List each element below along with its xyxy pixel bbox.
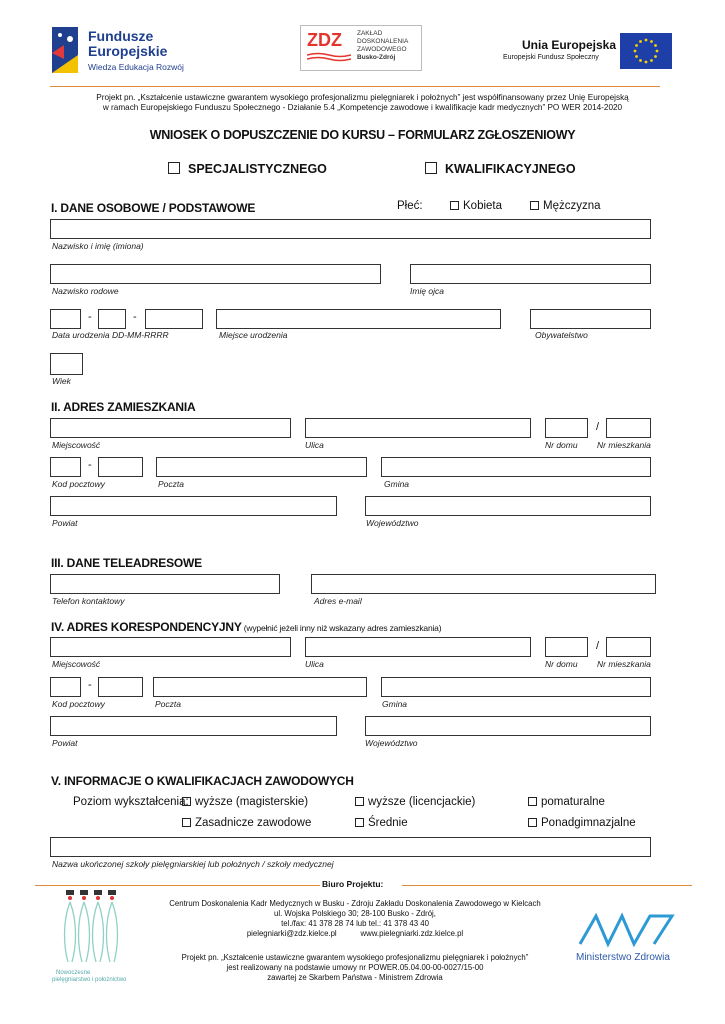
section5-heading: V. INFORMACJE O KWALIFIKACJACH ZAWODOWYCH [51, 774, 354, 788]
eu-title: Unia Europejska [522, 38, 617, 52]
date-separator: - [133, 311, 137, 323]
left-logo-line1: Nowoczesne [56, 970, 91, 976]
footer-project-line: jest realizowany na podstawie umowy nr POWER.05.04.00-00-0027/15-00 [226, 963, 484, 972]
postcode-separator: - [88, 679, 92, 691]
edu-option-label: pomaturalne [541, 796, 605, 808]
citizenship-label: Obywatelstwo [535, 330, 588, 340]
fe-logo-line2: Europejskie [88, 43, 168, 59]
course-option-label: KWALIFIKACYJNEGO [445, 162, 576, 176]
header-divider [50, 86, 660, 87]
edu-option-label: Ponadgimnazjalne [541, 817, 636, 829]
house-number-label: Nr domu [545, 440, 578, 450]
corr-city-input[interactable] [50, 637, 291, 657]
fe-logo [50, 25, 200, 80]
corr-voivodeship-input[interactable] [365, 716, 651, 736]
phone-label: Telefon kontaktowy [52, 596, 125, 606]
edu-option-masters[interactable] [182, 796, 308, 808]
office-line: ul. Wojska Polskiego 30; 28-100 Busko - Zdrój, [274, 909, 436, 918]
edu-option-label: Zasadnicze zawodowe [195, 817, 312, 829]
checkbox-icon[interactable] [355, 797, 364, 806]
email-label: Adres e-mail [314, 596, 362, 606]
section4-heading [51, 620, 441, 634]
county-input[interactable] [50, 496, 337, 516]
footer-project-line: Projekt pn. „Kształcenie ustawiczne gwarantem wysokiego profesjonalizmu pielęgniarek i położnych” [181, 953, 529, 962]
ministry-name: Ministerstwo Zdrowia [576, 952, 670, 963]
checkbox-icon[interactable] [355, 818, 364, 827]
corr-postcode-part1-input[interactable] [50, 677, 81, 697]
corr-commune-label: Gmina [382, 699, 408, 709]
office-line: tel./fax: 41 378 28 74 lub tel.: 41 378 43 40 [281, 919, 429, 928]
nurses-icon [58, 888, 128, 966]
city-label: Miejscowość [52, 440, 101, 450]
corr-house-number-label: Nr domu [545, 659, 578, 669]
left-logo-line2: pielęgniarstwo i położnictwo [52, 977, 127, 983]
corr-street-label: Ulica [305, 659, 324, 669]
checkbox-icon[interactable] [450, 201, 459, 210]
corr-house-number-input[interactable] [545, 637, 588, 657]
edu-option-bachelors[interactable] [355, 796, 475, 808]
email-input[interactable] [311, 574, 656, 594]
fe-logo-line1: Fundusze [88, 28, 154, 44]
zdz-line4: Busko-Zdrój [357, 54, 396, 61]
family-name-input[interactable] [50, 264, 381, 284]
footer-project-info [145, 953, 565, 983]
gender-option-male[interactable] [530, 200, 601, 212]
edu-option-label: wyższe (licencjackie) [368, 796, 476, 808]
fe-logo-line3: Wiedza Edukacja Rozwój [88, 62, 184, 72]
edu-option-label: Średnie [368, 817, 408, 829]
date-separator: - [88, 311, 92, 323]
gender-label: Płeć: [397, 200, 423, 212]
zdz-line3: ZAWODOWEGO [357, 46, 407, 53]
zdz-waves-icon [307, 52, 351, 62]
corr-postcode-part2-input[interactable] [98, 677, 143, 697]
citizenship-input[interactable] [530, 309, 651, 329]
phone-input[interactable] [50, 574, 280, 594]
father-name-label: Imię ojca [410, 286, 445, 296]
number-separator: / [596, 421, 600, 433]
number-separator: / [596, 640, 600, 652]
commune-input[interactable] [381, 457, 651, 477]
flat-number-label: Nr mieszkania [597, 440, 651, 450]
postcode-separator: - [88, 459, 92, 471]
corr-flat-number-input[interactable] [606, 637, 651, 657]
corr-county-input[interactable] [50, 716, 337, 736]
city-input[interactable] [50, 418, 291, 438]
project-info [40, 93, 685, 113]
section2-heading: II. ADRES ZAMIESZKANIA [51, 400, 196, 414]
checkbox-icon[interactable] [182, 818, 191, 827]
birth-place-input[interactable] [216, 309, 501, 329]
section4-note: (wypełnić jeżeli inny niż wskazany adres zamieszkania) [241, 623, 442, 633]
flat-number-input[interactable] [606, 418, 651, 438]
ministry-logo [573, 910, 683, 970]
voivodeship-input[interactable] [365, 496, 651, 516]
birth-place-label: Miejsce urodzenia [219, 330, 288, 340]
birth-year-input[interactable] [145, 309, 203, 329]
section1-heading: I. DANE OSOBOWE / PODSTAWOWE [51, 201, 256, 215]
eu-subtitle: Europejski Fundusz Społeczny [503, 54, 599, 61]
project-line1: Projekt pn. „Kształcenie ustawiczne gwarantem wysokiego profesjonalizmu pielęgniarek i położnych” jest współfinansowany przez Unię Europejską [96, 93, 629, 102]
office-line: Centrum Doskonalenia Kadr Medycznych w Busku - Zdroju Zakładu Doskonalenia Zawodowego w Kielcach [169, 899, 541, 908]
checkbox-icon[interactable] [425, 162, 437, 174]
school-name-label: Nazwa ukończonej szkoły pielęgniarskiej lub położnych / szkoły medycznej [52, 859, 334, 869]
corr-postcode-label: Kod pocztowy [52, 699, 105, 709]
section4-title: IV. ADRES KORESPONDENCYJNY [51, 620, 242, 634]
section3-heading: III. DANE TELEADRESOWE [51, 556, 202, 570]
name-label: Nazwisko i imię (imiona) [52, 241, 144, 251]
corr-voivodeship-label: Województwo [365, 738, 418, 748]
corr-post-office-label: Poczta [155, 699, 181, 709]
zdz-mark: ZDZ [307, 30, 342, 50]
post-office-label: Poczta [158, 479, 184, 489]
corr-city-label: Miejscowość [52, 659, 101, 669]
checkbox-icon[interactable] [528, 818, 537, 827]
ministry-mark-icon [578, 910, 676, 948]
corr-commune-input[interactable] [381, 677, 651, 697]
course-option-label: SPECJALISTYCZNEGO [188, 162, 327, 176]
corr-county-label: Powiat [52, 738, 78, 748]
checkbox-icon[interactable] [530, 201, 539, 210]
checkbox-icon[interactable] [528, 797, 537, 806]
postcode-label: Kod pocztowy [52, 479, 105, 489]
corr-post-office-input[interactable] [153, 677, 367, 697]
left-footer-logo [48, 888, 136, 988]
age-input[interactable] [50, 353, 83, 375]
zdz-logo [300, 25, 422, 71]
education-level-label: Poziom wykształcenia: [73, 796, 189, 808]
street-label: Ulica [305, 440, 324, 450]
edu-option-upper-secondary[interactable] [528, 817, 636, 829]
checkbox-icon[interactable] [182, 797, 191, 806]
gender-male-label: Mężczyzna [543, 200, 601, 212]
house-number-input[interactable] [545, 418, 588, 438]
form-title: WNIOSEK O DOPUSZCZENIE DO KURSU – FORMULARZ ZGŁOSZENIOWY [149, 128, 576, 142]
corr-flat-number-label: Nr mieszkania [597, 659, 651, 669]
county-label: Powiat [52, 518, 78, 528]
office-address [145, 899, 565, 939]
course-option-qualifying[interactable] [425, 162, 576, 176]
family-name-label: Nazwisko rodowe [52, 286, 119, 296]
postcode-part2-input[interactable] [98, 457, 143, 477]
voivodeship-label: Województwo [366, 518, 419, 528]
street-input[interactable] [305, 418, 531, 438]
corr-street-input[interactable] [305, 637, 531, 657]
father-name-input[interactable] [410, 264, 651, 284]
postcode-part1-input[interactable] [50, 457, 81, 477]
footer-divider-right [402, 885, 692, 886]
birth-month-input[interactable] [98, 309, 126, 329]
office-line: pielegniarki@zdz.kielce.pl www.pielegniarki.zdz.kielce.pl [246, 929, 464, 938]
course-option-specialist[interactable] [168, 162, 327, 176]
zdz-line2: DOSKONALENIA [357, 38, 409, 45]
footer-project-line: zawartej ze Skarbem Państwa - Ministrem Zdrowia [267, 973, 443, 982]
fe-flag-icon [50, 25, 80, 75]
footer-divider-left [35, 885, 320, 886]
eu-logo [500, 33, 675, 69]
post-office-input[interactable] [156, 457, 367, 477]
commune-label: Gmina [384, 479, 410, 489]
edu-option-post-secondary[interactable] [528, 796, 605, 808]
edu-option-secondary[interactable] [355, 817, 408, 829]
age-label: Wiek [52, 376, 71, 386]
name-input[interactable] [50, 219, 651, 239]
zdz-line1: ZAKŁAD [357, 30, 383, 37]
office-title: Biuro Projektu: [322, 879, 384, 889]
school-name-input[interactable] [50, 837, 651, 857]
birth-day-input[interactable] [50, 309, 81, 329]
eu-flag-icon [620, 33, 672, 69]
gender-female-label: Kobieta [463, 200, 503, 212]
edu-option-vocational[interactable] [182, 817, 311, 829]
project-line2: w ramach Europejskiego Funduszu Społecznego - Działanie 5.4 „Kompetencje zawodowe i kwalifikacje kadr medycznych” PO WER 2014-2020 [102, 103, 623, 112]
gender-option-female[interactable] [450, 200, 502, 212]
birth-date-label: Data urodzenia DD-MM-RRRR [52, 330, 169, 340]
edu-option-label: wyższe (magisterskie) [195, 796, 309, 808]
checkbox-icon[interactable] [168, 162, 180, 174]
